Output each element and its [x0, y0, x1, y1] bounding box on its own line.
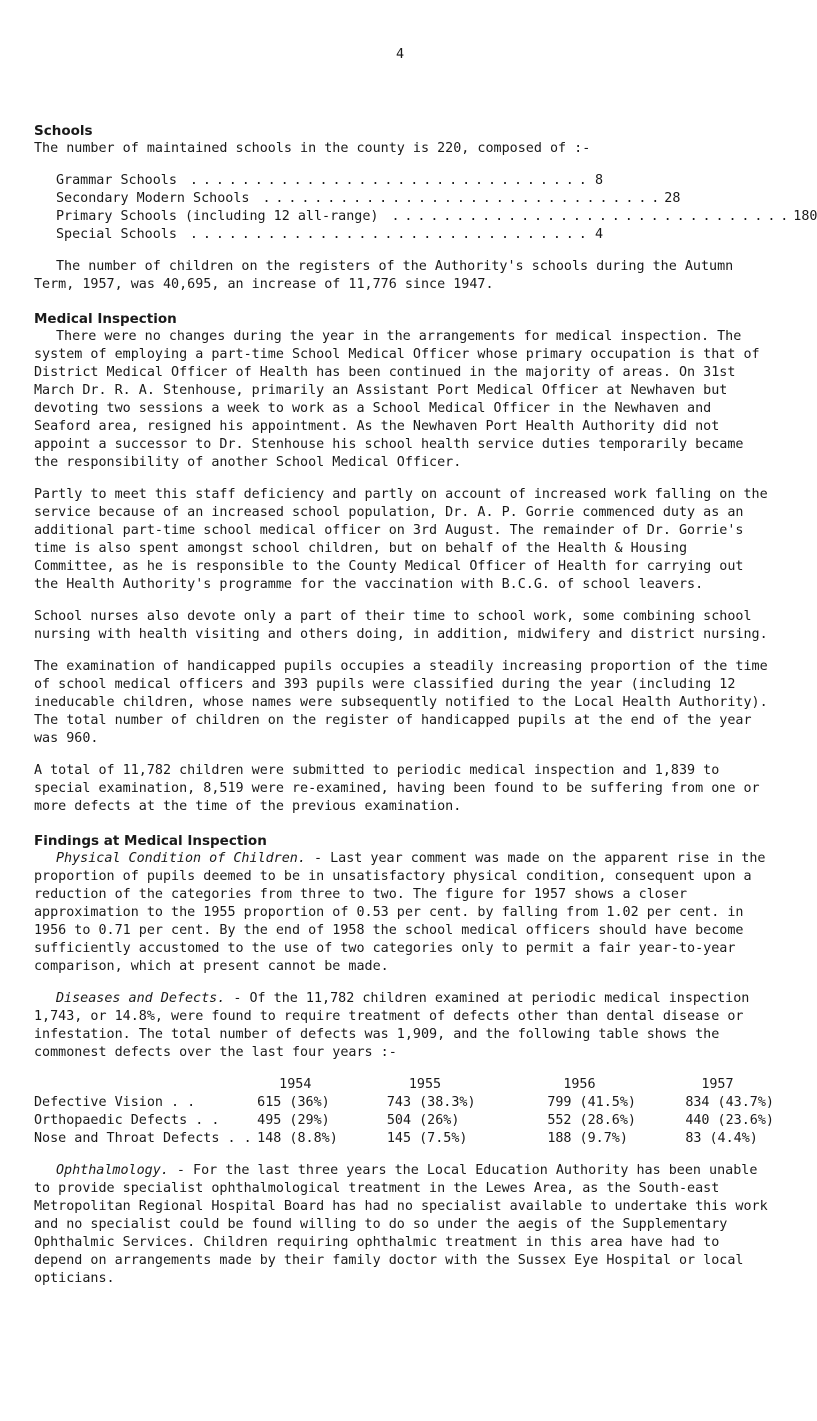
document-body — [34, 122, 817, 1288]
defects-table — [34, 1076, 774, 1148]
year-header: 1957 — [701, 1077, 734, 1092]
table-cell: 188 (9.7%) — [547, 1131, 628, 1146]
findings-heading: Findings at Medical Inspection — [34, 833, 267, 849]
table-cell: 495 (29%) — [257, 1113, 330, 1128]
ophthalmology-text: - For the last three years the Local Education Authority has been unable to provide specialist ophthalmological treatment in the Lewes Area, as the South-east Metropolitan Regional Hospital Board has had no specialist available to undertake this work and no specialist could be found willing to do so under the aegis of the Supplementary Ophthalmic Services. Children requiring ophthalmic treatment in this area have had to depend on arrangements made by their family doctor with the Sussex Eye Hospital or local opticians. — [34, 1163, 768, 1286]
table-cell: 799 (41.5%) — [547, 1095, 636, 1110]
school-type: Secondary Modern Schools — [56, 191, 250, 206]
table-cell: 552 (28.6%) — [547, 1113, 636, 1128]
school-count: 28 — [664, 191, 681, 206]
year-header: 1954 — [279, 1077, 312, 1092]
table-cell: 148 (8.8%) — [257, 1131, 338, 1146]
table-cell: 145 (7.5%) — [386, 1131, 468, 1146]
school-list — [56, 172, 817, 244]
physical-condition-text: - Last year comment was made on the apparent rise in the proportion of pupils deemed to be in unsatisfactory physical condition, consequent upon a reduction of the categories from three to two. The figure for 1957 shows a closer approximation to the 1955 proportion of 0.53 per cent. by falling from 1.02 per cent. in 1956 to 0.71 per cent. By the end of 1958 the school medical officers should have become sufficiently accustomed to the use of two categories only to permit a fair year-to-year comparison, which at present cannot be made. — [34, 851, 766, 974]
school-type: Grammar Schools — [56, 173, 177, 188]
defect-label: Nose and Throat Defects . . — [34, 1131, 252, 1146]
defect-label: Orthopaedic Defects . . — [34, 1113, 220, 1128]
inspection-paragraph: A total of 11,782 children were submitted to periodic medical inspection and 1,839 to special examination, 8,519 were re-examined, having been found to be suffering from one or more defects at the time of the previous examination. — [34, 763, 760, 814]
physical-condition-title: Physical Condition of Children. — [56, 851, 306, 866]
schools-intro: The number of maintained schools in the county is 220, composed of :- — [34, 141, 591, 156]
leader-dots: ............................... — [176, 173, 592, 188]
table-cell: 440 (23.6%) — [685, 1113, 774, 1128]
physical-condition-paragraph — [34, 850, 774, 976]
schools-heading: Schools — [34, 123, 93, 139]
school-row — [56, 172, 603, 190]
inspection-paragraph: The examination of handicapped pupils occupies a steadily increasing proportion of the time of school medical officers and 393 pupils were classified during the year (including 12 ineducable children, whose names were subsequently notified to the Local Health Authority). The total number of children on the register of handicapped pupils at the end of the year was 960. — [34, 659, 768, 746]
school-row — [56, 208, 817, 226]
inspection-paragraph: There were no changes during the year in the arrangements for medical inspection. The system of employing a part-time School Medical Officer whose primary occupation is that of District Medical Officer of Health has been continued in the majority of areas. On 31st March Dr. R. A. Stenhouse, primarily an Assistant Port Medical Officer at Newhaven but devoting two sessions a week to work as a School Medical Officer in the Newhaven and Seaford area, resigned his appointment. As the Newhaven Port Health Authority did not appoint a successor to Dr. Stenhouse his school health service duties temporarily became the responsibility of another School Medical Officer. — [34, 329, 760, 470]
school-type: Primary Schools (including 12 all-range) — [56, 209, 379, 224]
school-type: Special Schools — [56, 227, 177, 242]
leader-dots: ............................... — [176, 227, 592, 242]
diseases-paragraph — [34, 990, 774, 1062]
school-row — [56, 190, 681, 208]
table-header-row — [34, 1076, 774, 1094]
table-row — [34, 1112, 774, 1130]
inspection-paragraph: Partly to meet this staff deficiency and partly on account of increased work falling on the service because of an increased school population, Dr. A. P. Gorrie commenced duty as an additional part-time school medical officer on 3rd August. The remainder of Dr. Gorrie's time is also spent amongst school children, but on behalf of the Health & Housing Committee, as he is responsible to the County Medical Officer of Health for carrying out the Health Authority's programme for the vaccination with B.C.G. of school leavers. — [34, 487, 768, 592]
school-count: 4 — [594, 227, 603, 242]
registers-paragraph: The number of children on the registers of the Authority's schools during the Autumn Term, 1957, was 40,695, an increase of 11,776 since 1947. — [34, 259, 734, 292]
medical-inspection-heading: Medical Inspection — [34, 311, 177, 327]
diseases-text: - Of the 11,782 children examined at periodic medical inspection 1,743, or 14.8%, were found to require treatment of defects other than dental disease or infestation. The total number of defects was 1,909, and the following table shows the commonest defects over the last four years :- — [34, 991, 750, 1060]
table-cell: 83 (4.4%) — [685, 1131, 758, 1146]
inspection-paragraph: School nurses also devote only a part of their time to school work, some combining school nursing with health visiting and others doing, in addition, midwifery and district nursing. — [34, 609, 768, 642]
table-row — [34, 1094, 774, 1112]
table-cell: 834 (43.7%) — [685, 1095, 774, 1110]
school-row — [56, 226, 603, 244]
page-number: 4 — [395, 47, 405, 62]
diseases-title: Diseases and Defects. — [56, 991, 226, 1006]
leader-dots: ............................... — [378, 209, 794, 224]
school-count: 8 — [594, 173, 603, 188]
leader-dots: ............................... — [249, 191, 665, 206]
school-count: 180 — [793, 209, 817, 224]
ophthalmology-paragraph — [34, 1162, 774, 1288]
year-header: 1955 — [408, 1077, 442, 1092]
table-cell: 743 (38.3%) — [386, 1095, 476, 1110]
table-header-blank — [34, 1076, 257, 1094]
table-cell: 504 (26%) — [386, 1113, 460, 1128]
defect-label: Defective Vision . . — [34, 1095, 196, 1110]
year-header: 1956 — [563, 1077, 596, 1092]
table-cell: 615 (36%) — [257, 1095, 330, 1110]
ophthalmology-title: Ophthalmology. — [56, 1163, 169, 1178]
table-row — [34, 1130, 774, 1148]
